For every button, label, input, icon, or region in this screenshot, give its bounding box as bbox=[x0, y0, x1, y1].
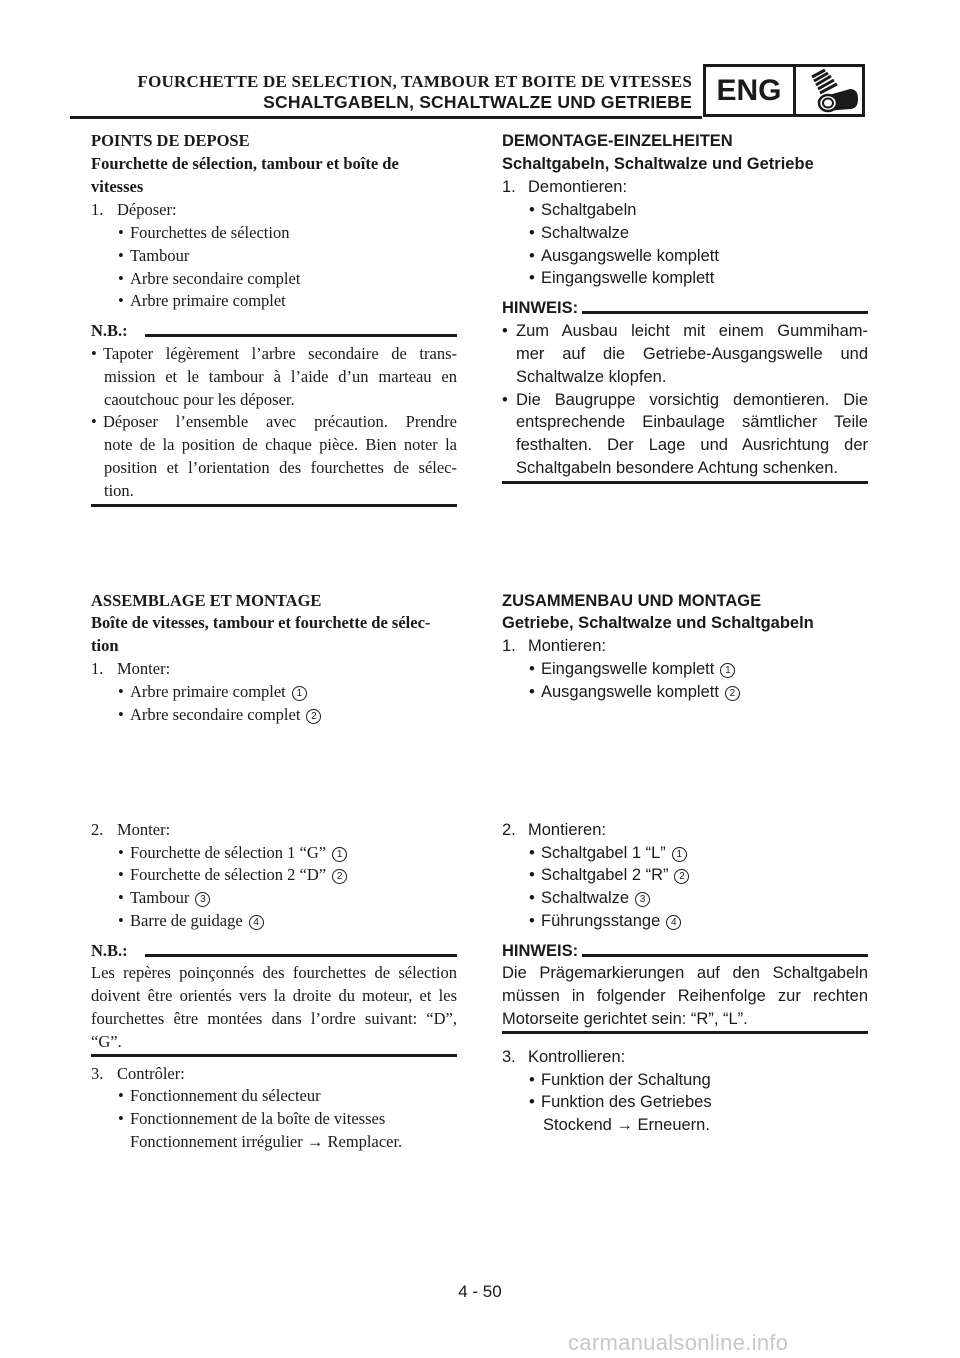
list-item: • Schaltgabel 2 “R” 2 bbox=[529, 864, 689, 887]
note-bullet-line: • Zum Ausbau leicht mit einem Gummiham- bbox=[502, 322, 868, 340]
fr-step-remove bbox=[91, 199, 177, 222]
list-item: • Eingangswelle komplett 1 bbox=[529, 658, 735, 681]
note-text-line: fourchettes être montées dans l’ordre suivant: “D”, bbox=[91, 1009, 457, 1028]
list-item: • Arbre secondaire complet 2 bbox=[118, 704, 321, 727]
note-rule bbox=[582, 311, 868, 314]
note-text-line: tion. bbox=[104, 481, 134, 500]
list-item: • Ausgangswelle komplett bbox=[529, 245, 719, 268]
note-label: HINWEIS: bbox=[502, 299, 579, 317]
note-text-line: müssen in folgender Reihenfolge zur rechten bbox=[502, 987, 868, 1005]
fr-step-install-1 bbox=[91, 658, 170, 681]
list-item: • Fonctionnement du sélecteur bbox=[118, 1085, 321, 1108]
fr-step-check bbox=[91, 1063, 185, 1086]
de-note-header bbox=[502, 297, 868, 319]
callout-2: 2 bbox=[306, 709, 321, 724]
de-step-check bbox=[502, 1046, 625, 1069]
note-text-line: Die Prägemarkierungen auf den Schaltgabeln bbox=[502, 964, 868, 982]
engine-badge-label: ENG bbox=[716, 73, 782, 107]
list-item: • Ausgangswelle komplett 2 bbox=[529, 681, 740, 704]
badge-divider bbox=[793, 67, 796, 114]
list-item: • Arbre primaire complet 1 bbox=[118, 681, 307, 704]
note-bullet-line: • Déposer l’ensemble avec précaution. Prendre bbox=[91, 412, 457, 431]
note-rule bbox=[145, 954, 457, 957]
callout-3: 3 bbox=[195, 892, 210, 907]
callout-1: 1 bbox=[292, 686, 307, 701]
list-item: • Schaltgabel 1 “L” 1 bbox=[529, 842, 687, 865]
step-number: 1. bbox=[502, 178, 516, 196]
list-item: • Eingangswelle komplett bbox=[529, 267, 714, 290]
step-label: Kontrollieren: bbox=[528, 1048, 626, 1066]
note-bullet-line: • Die Baugruppe vorsichtig demontieren. Die bbox=[502, 391, 868, 409]
list-item: • Arbre primaire complet bbox=[118, 290, 286, 313]
check-result: Fonctionnement irrégulier → Remplacer. bbox=[130, 1132, 403, 1151]
header-title-fr: FOURCHETTE DE SELECTION, TAMBOUR ET BOITE DE VITESSES bbox=[137, 72, 692, 91]
fr-note-header bbox=[91, 940, 457, 962]
de-step-install-2 bbox=[502, 819, 606, 842]
callout-2: 2 bbox=[674, 869, 689, 884]
callout-4: 4 bbox=[666, 915, 681, 930]
de-section-subtitle: Schaltgabeln, Schaltwalze und Getriebe bbox=[502, 155, 814, 173]
check-result: Stockend → Erneuern. bbox=[543, 1116, 710, 1134]
callout-1: 1 bbox=[720, 663, 735, 678]
page-number: 4 - 50 bbox=[458, 1282, 502, 1301]
note-text-line: mer auf die Getriebe-Ausgangswelle und bbox=[516, 345, 868, 363]
note-text-line: Les repères poinçonnés des fourchettes de sélection bbox=[91, 963, 457, 982]
note-text-line: doivent être orientés vers la droite du moteur, et les bbox=[91, 986, 457, 1005]
list-item: • Fourchette de sélection 1 “G” 1 bbox=[118, 842, 347, 865]
list-item: • Tambour bbox=[118, 245, 189, 268]
note-bullet-line: • Tapoter légèrement l’arbre secondaire de trans- bbox=[91, 344, 457, 363]
callout-4: 4 bbox=[249, 915, 264, 930]
engine-badge bbox=[703, 64, 865, 117]
step-label: Déposer: bbox=[117, 200, 177, 219]
step-label: Monter: bbox=[117, 820, 171, 839]
list-item: • Tambour 3 bbox=[118, 887, 210, 910]
step-label: Montieren: bbox=[528, 821, 606, 839]
callout-1: 1 bbox=[332, 847, 347, 862]
de-section-title-assembly: ZUSAMMENBAU UND MONTAGE bbox=[502, 592, 762, 610]
list-item: • Funktion des Getriebes bbox=[529, 1091, 712, 1114]
watermark: carmanualsonline.info bbox=[568, 1330, 789, 1355]
note-text-line: mission et le tambour à l’aide d’un marteau en bbox=[104, 367, 457, 386]
step-number: 2. bbox=[502, 821, 516, 839]
note-text-line: festhalten. Der Lage und Ausrichtung der bbox=[516, 436, 868, 454]
de-step-remove bbox=[502, 176, 627, 199]
note-text-line: caoutchouc pour les déposer. bbox=[104, 390, 295, 409]
de-step-install-1 bbox=[502, 635, 606, 658]
step-number: 2. bbox=[91, 820, 104, 839]
callout-3: 3 bbox=[635, 892, 650, 907]
note-end-rule bbox=[502, 481, 868, 484]
fr-section-subtitle-cont: vitesses bbox=[91, 177, 144, 196]
step-label: Monter: bbox=[117, 659, 171, 678]
callout-2: 2 bbox=[725, 686, 740, 701]
fr-section-title-assembly: ASSEMBLAGE ET MONTAGE bbox=[91, 591, 322, 610]
de-section-title-removal: DEMONTAGE-EINZELHEITEN bbox=[502, 132, 733, 150]
callout-2: 2 bbox=[332, 869, 347, 884]
step-label: Montieren: bbox=[528, 637, 606, 655]
header-rule bbox=[70, 116, 702, 119]
fr-section-subtitle: Fourchette de sélection, tambour et boîte de bbox=[91, 154, 399, 173]
list-item: • Fourchettes de sélection bbox=[118, 222, 289, 245]
engine-cylinder-icon bbox=[798, 67, 862, 114]
note-text-line: “G”. bbox=[91, 1032, 122, 1051]
step-number: 3. bbox=[502, 1048, 516, 1066]
note-rule bbox=[145, 334, 457, 337]
note-text-line: entsprechende Einbaulage sämtlicher Teile bbox=[516, 413, 868, 431]
list-item: • Fonctionnement de la boîte de vitesses bbox=[118, 1108, 385, 1131]
step-number: 3. bbox=[91, 1064, 104, 1083]
header-title-de: SCHALTGABELN, SCHALTWALZE UND GETRIEBE bbox=[263, 92, 692, 112]
note-text-line: position et l’orientation des fourchettes de sélec- bbox=[104, 458, 457, 477]
de-note-header bbox=[502, 940, 868, 962]
fr-section-subtitle-cont: tion bbox=[91, 636, 119, 655]
step-number: 1. bbox=[502, 637, 516, 655]
step-label: Contrôler: bbox=[117, 1064, 185, 1083]
note-end-rule bbox=[91, 504, 457, 507]
note-end-rule bbox=[91, 1054, 457, 1057]
note-label: HINWEIS: bbox=[502, 942, 579, 960]
fr-section-title-removal: POINTS DE DEPOSE bbox=[91, 131, 250, 150]
note-text-line: note de la position de chaque pièce. Bien noter la bbox=[104, 435, 457, 454]
list-item: • Schaltwalze bbox=[529, 222, 629, 245]
list-item: • Schaltgabeln bbox=[529, 199, 636, 222]
de-section-subtitle: Getriebe, Schaltwalze und Schaltgabeln bbox=[502, 614, 814, 632]
list-item: • Fourchette de sélection 2 “D” 2 bbox=[118, 864, 347, 887]
note-text-line: Schaltwalze klopfen. bbox=[516, 368, 667, 386]
step-number: 1. bbox=[91, 200, 104, 219]
step-label: Demontieren: bbox=[528, 178, 628, 196]
list-item: • Funktion der Schaltung bbox=[529, 1069, 711, 1092]
note-text-line: Schaltgabeln besondere Achtung schenken. bbox=[516, 459, 838, 477]
list-item: • Barre de guidage 4 bbox=[118, 910, 264, 933]
fr-step-install-2 bbox=[91, 819, 170, 842]
note-label: N.B.: bbox=[91, 941, 128, 960]
note-label: N.B.: bbox=[91, 321, 128, 340]
list-item: • Schaltwalze 3 bbox=[529, 887, 650, 910]
list-item: • Arbre secondaire complet bbox=[118, 268, 300, 291]
fr-section-subtitle: Boîte de vitesses, tambour et fourchette de sélec- bbox=[91, 613, 431, 632]
note-rule bbox=[582, 954, 868, 957]
step-number: 1. bbox=[91, 659, 104, 678]
callout-1: 1 bbox=[672, 847, 687, 862]
note-end-rule bbox=[502, 1031, 868, 1034]
note-text-line: Motorseite gerichtet sein: “R”, “L”. bbox=[502, 1010, 748, 1028]
list-item: • Führungsstange 4 bbox=[529, 910, 681, 933]
fr-note-header bbox=[91, 320, 457, 342]
